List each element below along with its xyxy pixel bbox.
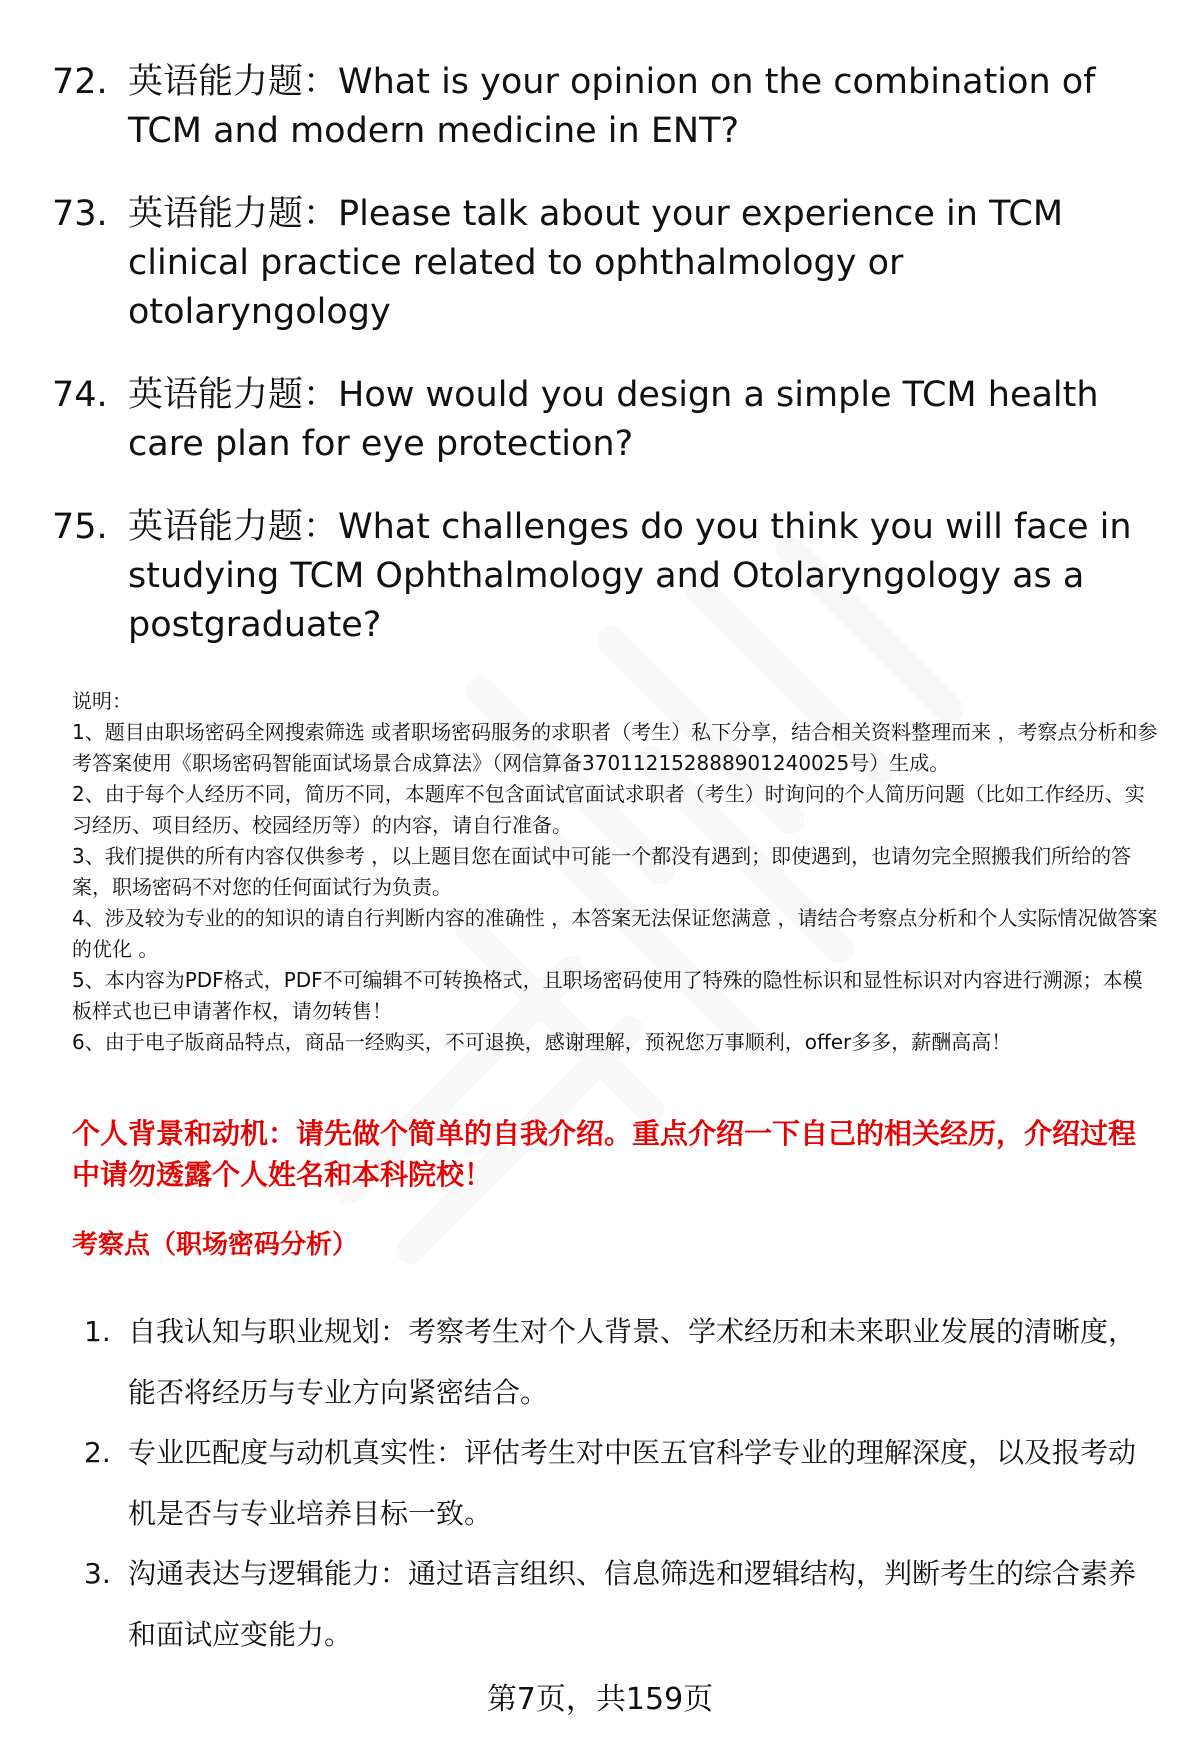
notes-item-2: 2、由于每个人经历不同，简历不同，本题库不包含面试官面试求职者（考生）时询问的个人简历问题（比如工作经历、实习经历、项目经历、校园经历等）的内容，请自行准备。 [72, 782, 1145, 837]
notes-section [72, 686, 1162, 1058]
analysis-number: 3. [84, 1557, 111, 1590]
question-text: 英语能力题：Please talk about your experience in TCM clinical practice related to ophthalmology or otolaryngology [128, 194, 1064, 332]
question-item-73 [52, 190, 1162, 337]
notes-item-4: 4、涉及较为专业的的知识的请自行判断内容的准确性 ，本答案无法保证您满意 ，请结合考察点分析和个人实际情况做答案的优化 。 [72, 906, 1158, 961]
analysis-number: 2. [84, 1436, 111, 1469]
question-text: 英语能力题：How would you design a simple TCM health care plan for eye protection? [128, 375, 1099, 464]
notes-title: 说明： [72, 689, 132, 713]
analysis-text: 沟通表达与逻辑能力：通过语言组织、信息筛选和逻辑结构，判断考生的综合素养和面试应变能力。 [128, 1557, 1137, 1651]
analysis-item-1 [84, 1301, 1154, 1423]
page-footer: 第7页，共159页 [486, 1682, 714, 1717]
notes-item-5: 5、本内容为PDF格式，PDF不可编辑不可转换格式，且职场密码使用了特殊的隐性标识和显性标识对内容进行溯源；本模板样式也已申请著作权，请勿转售！ [72, 968, 1143, 1023]
question-item-74 [52, 371, 1162, 469]
analysis-text: 专业匹配度与动机真实性：评估考生对中医五官科学专业的理解深度，以及报考动机是否与专业培养目标一致。 [128, 1436, 1137, 1530]
question-number: 72. [52, 62, 108, 102]
notes-item-1: 1、题目由职场密码全网搜索筛选 或者职场密码服务的求职者（考生）私下分享，结合相关资料整理而来 ，考察点分析和参考答案使用《职场密码智能面试场景合成算法》（网信算备370112152888901240025号）生成。 [72, 720, 1158, 775]
notes-item-3: 3、我们提供的所有内容仅供参考 ，以上题目您在面试中可能一个都没有遇到；即使遇到，也请勿完全照搬我们所给的答案，职场密码不对您的任何面试行为负责。 [72, 844, 1132, 899]
question-text: 英语能力题：What challenges do you think you will face in studying TCM Ophthalmology and Otolaryngology as a postgraduate? [128, 507, 1132, 645]
question-number: 75. [52, 507, 108, 547]
question-item-75 [52, 503, 1162, 650]
analysis-text: 自我认知与职业规划：考察考生对个人背景、学术经历和未来职业发展的清晰度，能否将经历与专业方向紧密结合。 [128, 1315, 1137, 1409]
notes-item-6: 6、由于电子版商品特点，商品一经购买，不可退换，感谢理解，预祝您万事顺利，offer多多，薪酬高高！ [72, 1030, 1012, 1054]
analysis-number: 1. [84, 1315, 111, 1348]
question-list [52, 58, 1162, 684]
question-number: 74. [52, 375, 108, 415]
analysis-title: 考察点（职场密码分析） [72, 1230, 359, 1260]
analysis-list [84, 1301, 1154, 1664]
interview-question-title: 个人背景和动机：请先做个简单的自我介绍。重点介绍一下自己的相关经历，介绍过程中请勿透露个人姓名和本科院校！ [72, 1117, 1137, 1191]
question-text: 英语能力题：What is your opinion on the combination of TCM and modern medicine in ENT? [128, 62, 1096, 151]
question-number: 73. [52, 194, 108, 234]
analysis-item-2 [84, 1422, 1154, 1544]
analysis-item-3 [84, 1543, 1154, 1665]
question-item-72 [52, 58, 1162, 156]
